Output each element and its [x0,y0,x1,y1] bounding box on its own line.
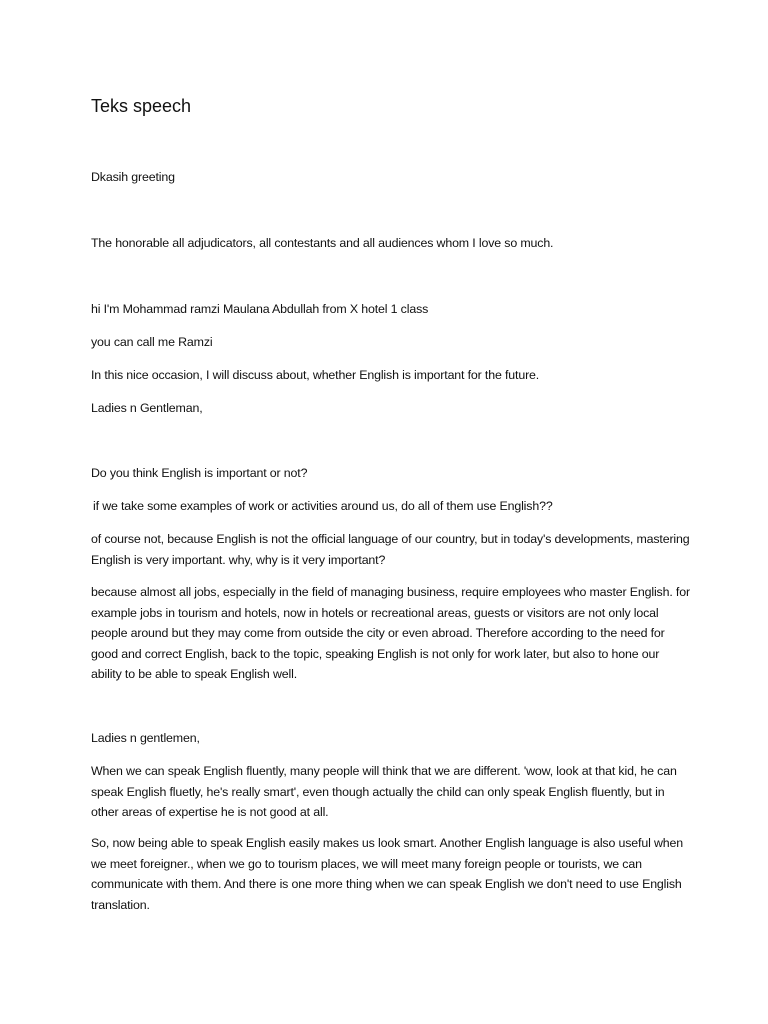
paragraph-because: because almost all jobs, especially in the field of managing business, require employees who master English. for example jobs in tourism and hotels, now in hotels or recreational areas, guests or visitors are not only local people around but they may come from outside the city or even abroad. Therefore according to the need for good and correct English, back to the topic, speaking English is not only for work later, but also to hone our ability to be able to speak English well. [91,585,690,681]
document-title: Teks speech [91,96,192,116]
paragraph-introduction: hi I'm Mohammad ramzi Maulana Abdullah from X hotel 1 class [91,302,429,316]
paragraph-call-me: you can call me Ramzi [91,335,213,349]
paragraph-honorable: The honorable all adjudicators, all contestants and all audiences whom I love so much. [91,236,554,250]
paragraph-fluently: When we can speak English fluently, many people will think that we are different. 'wow, look at that kid, he can speak English fluetly, he's really smart', even though actually the child can only speak English fluently, but in other areas of expertise he is not good at all. [91,764,677,819]
paragraph-of-course: of course not, because English is not the official language of our country, but in today's developments, mastering English is very important. why, why is it very important? [91,532,690,567]
paragraph-examples: if we take some examples of work or activities around us, do all of them use English?? [93,499,553,513]
paragraph-so: So, now being able to speak English easily makes us look smart. Another English language is also useful when we meet foreigner., when we go to tourism places, we will meet many foreign people or tourists, we can communicate with them. And there is one more thing when we can speak English we don't need to use English translation. [91,836,683,912]
paragraph-question: Do you think English is important or not? [91,466,308,480]
paragraph-ladies-1: Ladies n Gentleman, [91,401,203,415]
paragraph-occasion: In this nice occasion, I will discuss about, whether English is important for the future. [91,368,540,382]
greeting-line: Dkasih greeting [91,170,175,184]
paragraph-ladies-2: Ladies n gentlemen, [91,731,200,745]
